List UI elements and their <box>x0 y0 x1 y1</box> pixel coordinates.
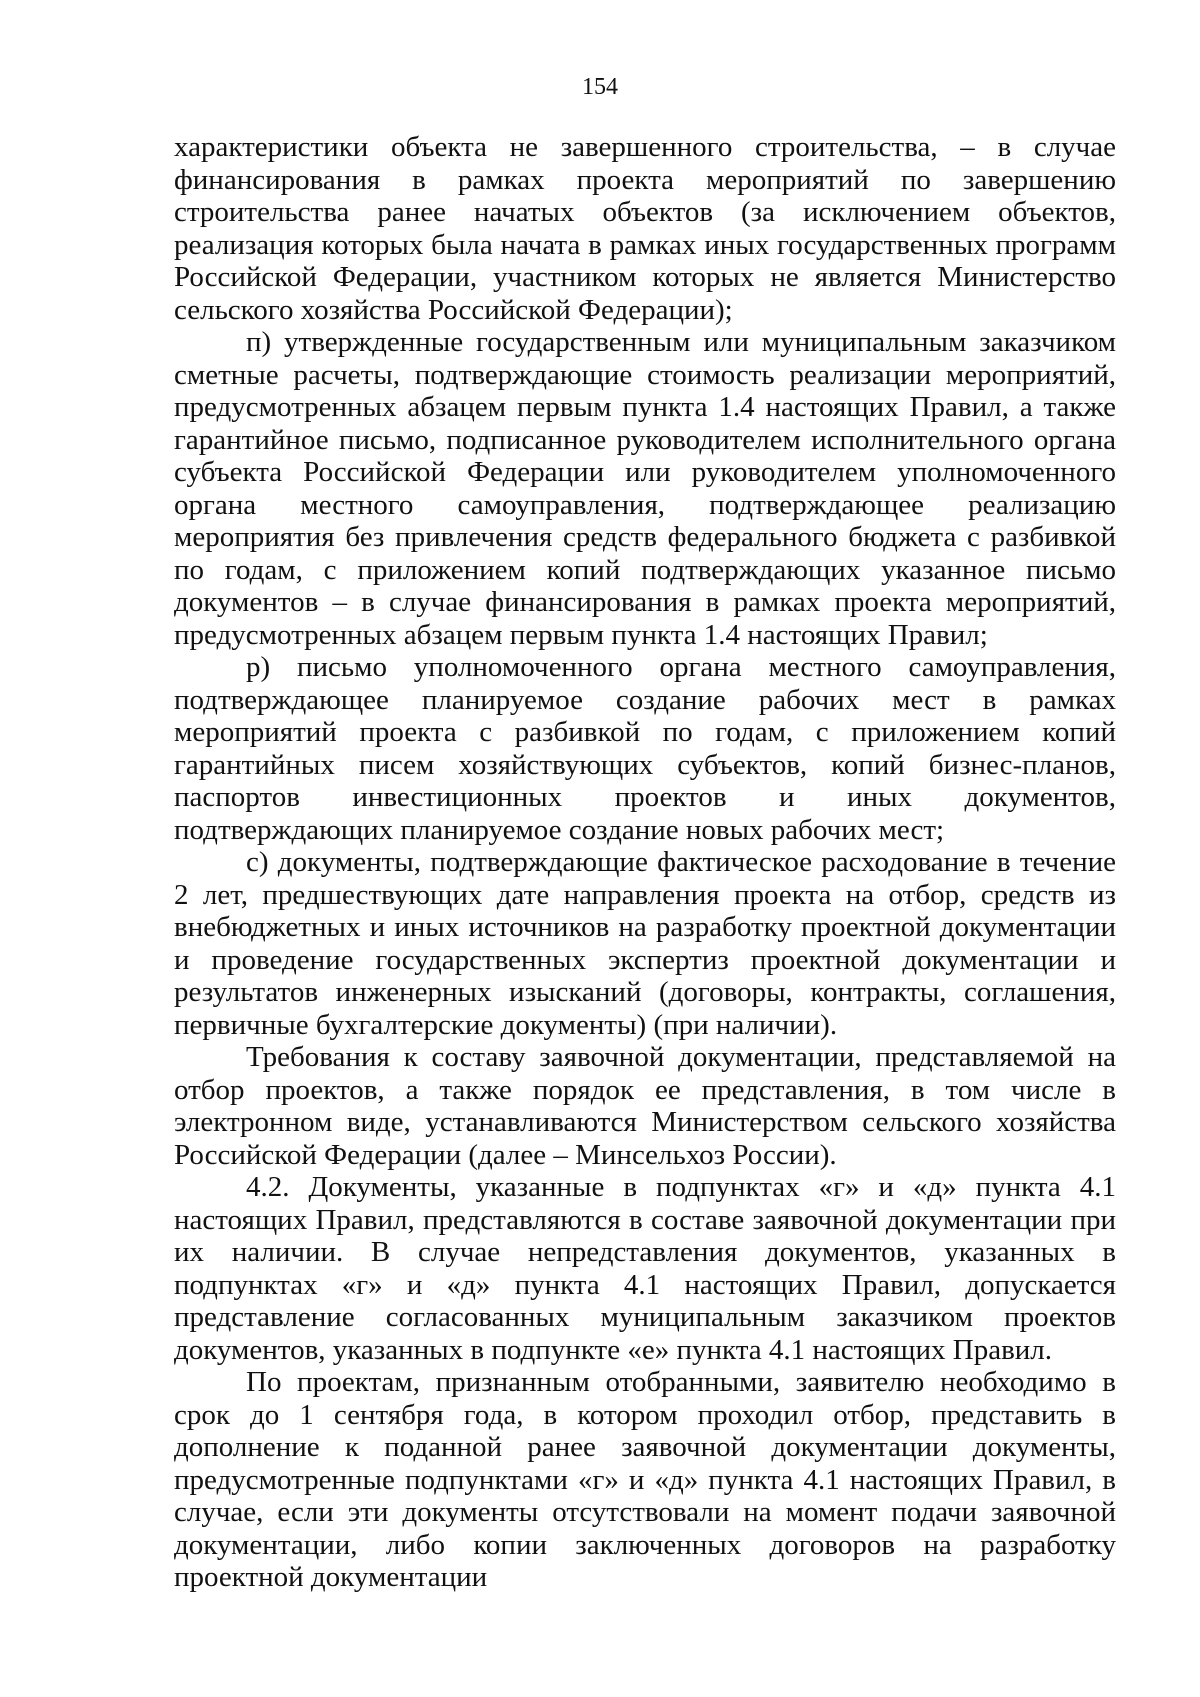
paragraph-continuation: характеристики объекта не завершенного строительства, – в случае финансирования в рамках проекта мероприятий по завершению строительства ранее начатых объектов (за исключением объектов, реализация которых была начата в рамках иных государственных программ Российской Федерации, участником которых не является Министерство сельского хозяйства Российской Федерации); <box>174 131 1116 326</box>
paragraph-item-s: с) документы, подтверждающие фактическое расходование в течение 2 лет, предшествующих дате направления проекта на отбор, средств из внебюджетных и иных источников на разработку проектной документации и проведение государственных экспертиз проектной документации и результатов инженерных изысканий (договоры, контракты, соглашения, первичные бухгалтерские документы) (при наличии). <box>174 846 1116 1041</box>
paragraph-item-p: п) утвержденные государственным или муниципальным заказчиком сметные расчеты, подтверждающие стоимость реализации мероприятий, предусмотренных абзацем первым пункта 1.4 настоящих Правил, а также гарантийное письмо, подписанное руководителем исполнительного органа субъекта Российской Федерации или руководителем уполномоченного органа местного самоуправления, подтверждающее реализацию мероприятия без привлечения средств федерального бюджета с разбивкой по годам, с приложением копий подтверждающих указанное письмо документов – в случае финансирования в рамках проекта мероприятий, предусмотренных абзацем первым пункта 1.4 настоящих Правил; <box>174 326 1116 651</box>
paragraph-selected-projects: По проектам, признанным отобранными, заявителю необходимо в срок до 1 сентября года, в котором проходил отбор, представить в дополнение к поданной ранее заявочной документации документы, предусмотренные подпунктами «г» и «д» пункта 4.1 настоящих Правил, в случае, если эти документы отсутствовали на момент подачи заявочной документации, либо копии заключенных договоров на разработку проектной документации <box>174 1366 1116 1593</box>
paragraph-item-r: р) письмо уполномоченного органа местного самоуправления, подтверждающее планируемое создание рабочих мест в рамках мероприятий проекта с разбивкой по годам, с приложением копий гарантийных писем хозяйствующих субъектов, копий бизнес-планов, паспортов инвестиционных проектов и иных документов, подтверждающих планируемое создание новых рабочих мест; <box>174 651 1116 846</box>
page-number: 154 <box>582 74 618 100</box>
paragraph-section-4-2: 4.2. Документы, указанные в подпунктах «г» и «д» пункта 4.1 настоящих Правил, представляются в составе заявочной документации при их наличии. В случае непредставления документов, указанных в подпунктах «г» и «д» пункта 4.1 настоящих Правил, допускается представление согласованных муниципальным заказчиком проектов документов, указанных в подпункте «е» пункта 4.1 настоящих Правил. <box>174 1171 1116 1366</box>
document-body <box>174 131 1116 1594</box>
paragraph-requirements: Требования к составу заявочной документации, представляемой на отбор проектов, а также порядок ее представления, в том числе в электронном виде, устанавливаются Министерством сельского хозяйства Российской Федерации (далее – Минсельхоз России). <box>174 1041 1116 1171</box>
